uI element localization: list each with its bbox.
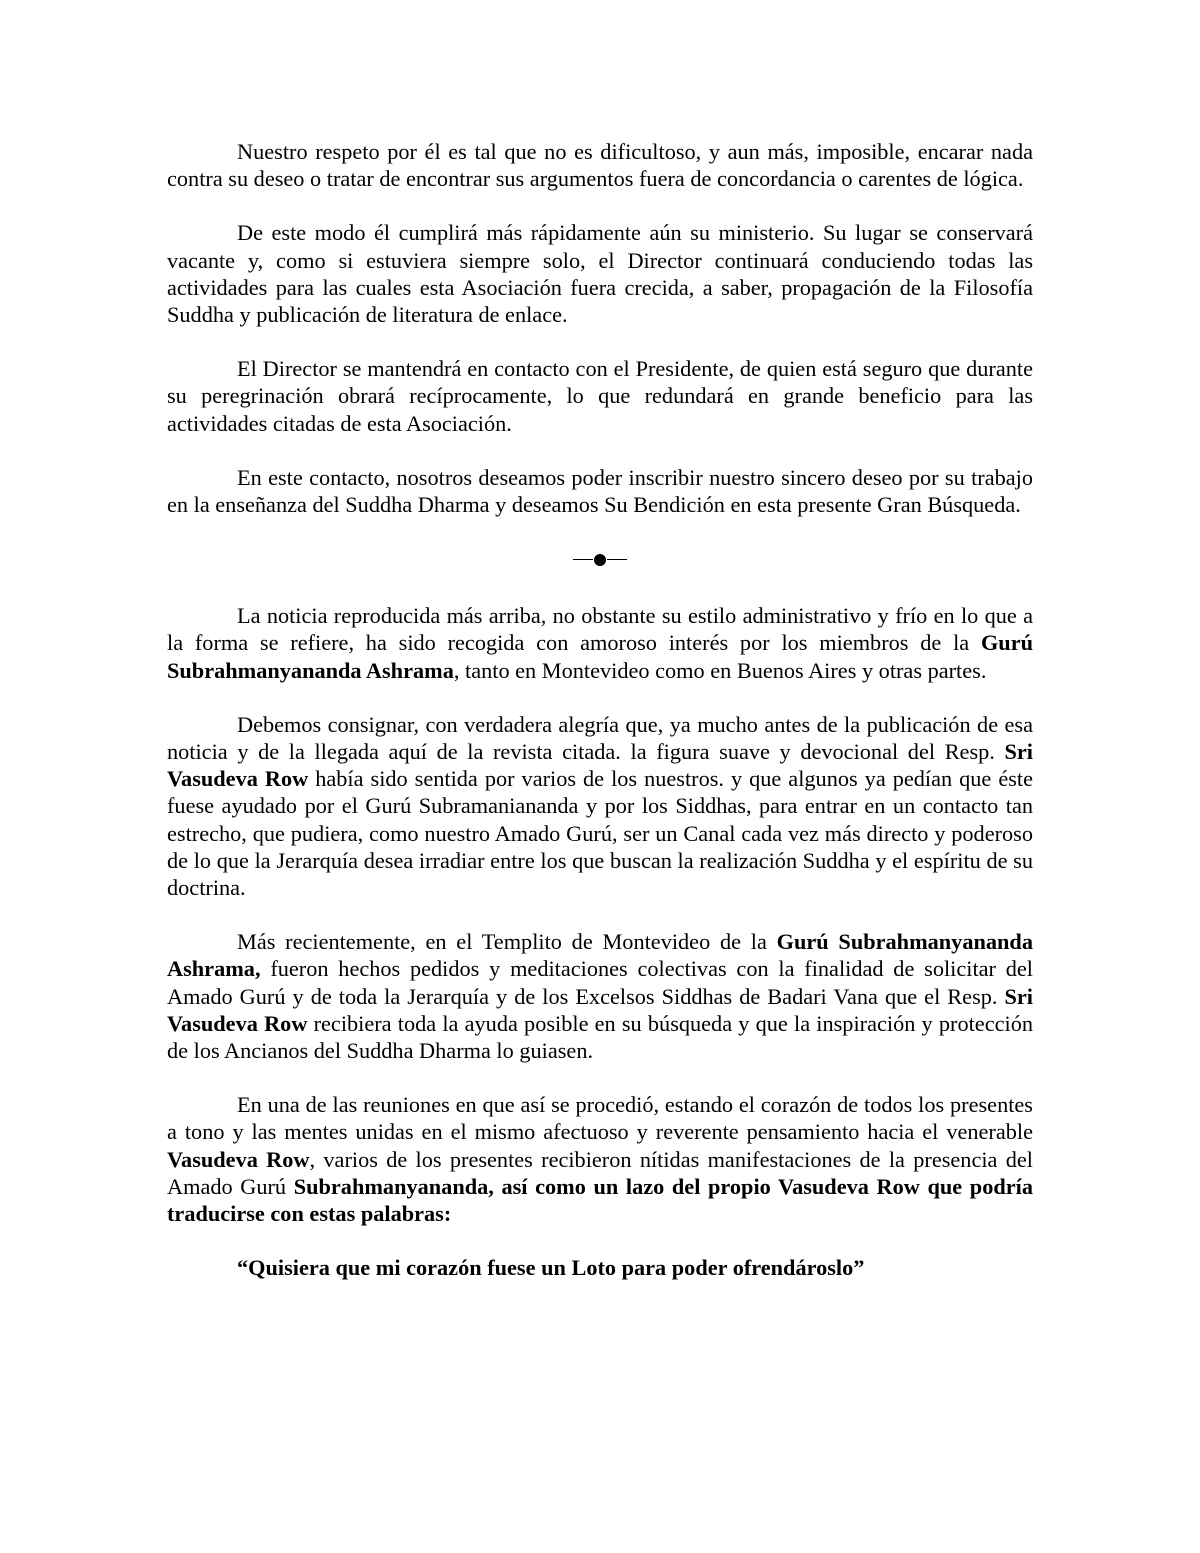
paragraph-5 [167,602,1033,684]
paragraph-5-text-a: La noticia reproducida más arriba, no obstante su estilo administrativo y frío en lo que a la forma se refiere, ha sido recogida con amoroso interés por los miembros de la [167,603,1033,656]
paragraph-7-bold-name: Sri Vasudeva Row [167,983,1033,1036]
paragraph-7 [167,928,1033,1064]
document-page [167,138,1033,1282]
paragraph-2: De este modo él cumplirá más rápidamente aún su ministerio. Su lugar se conservará vacante y, como si estuviera siempre solo, el Director continuará conduciendo todas las actividades para las cuales esta Asociación fuera crecida, a saber, propagación de la Filosofía Suddha y publicación de literatura de enlace. [167,220,1033,328]
paragraph-8-bold-tail: Subrahmanyananda, así como un lazo del propio Vasudeva Row que podría traducirse con estas palabras: [167,1173,1033,1227]
paragraph-3: El Director se mantendrá en contacto con el Presidente, de quien está seguro que durante su peregrinación obrará recíprocamente, lo que redundará en grande beneficio para las actividades citadas de esta Asociación. [167,356,1033,436]
paragraph-5-bold-ashrama: Gurú Subrahmanyananda Ashrama [167,630,1033,683]
paragraph-7-text-c: fueron hechos pedidos y meditaciones colectivas con la finalidad de solicitar del Amado Gurú y de toda la Jerarquía y de los Excelsos Siddhas de Badari Vana que el Resp. [167,956,1033,1009]
paragraph-1: Nuestro respeto por él es tal que no es dificultoso, y aun más, imposible, encarar nada contra su deseo o tratar de encontrar sus argumentos fuera de concordancia o carentes de lógica. [167,139,1033,192]
paragraph-6-bold-name: Sri Vasudeva Row [167,739,1033,792]
paragraph-8-text-a: En una de las reuniones en que así se procedió, estando el corazón de todos los presentes a tono y las mentes unidas en el mismo afectuoso y reverente pensamiento hacia el venerable [167,1092,1033,1145]
paragraph-7-text-a: Más recientemente, en el Templito de Montevideo de la [237,929,777,955]
paragraph-7-bold-ashrama: Gurú Subrahmanyananda Ashrama, [167,929,1033,982]
paragraph-5-text-c: , tanto en Montevideo como en Buenos Aires y otras partes. [453,657,987,683]
closing-quote: “Quisiera que mi corazón fuese un Loto para poder ofrendároslo” [237,1255,865,1281]
paragraph-8-bold-name: Vasudeva Row [167,1146,310,1172]
separator-dash-right [607,559,627,560]
paragraph-8-text-c: , varios de los presentes recibieron nítidas manifestaciones de la presencia del Amado Gurú [167,1146,1033,1199]
separator-dash-left [573,559,593,560]
paragraph-6-text-c: había sido sentida por varios de los nuestros. y que algunos ya pedían que éste fuese ayudado por el Gurú Subramaniananda y por los Siddhas, para entrar en un contacto tan estrecho, que pudiera, como nuestro Amado Gurú, ser un Canal cada vez más directo y poderoso de lo que la Jerarquía desea irradiar entre los que buscan la realización Suddha y el espíritu de su doctrina. [167,766,1033,901]
section-separator [167,545,1033,572]
paragraph-4: En este contacto, nosotros deseamos poder inscribir nuestro sincero deseo por su trabajo en la enseñanza del Suddha Dharma y deseamos Su Bendición en esta presente Gran Búsqueda. [167,464,1033,518]
paragraph-6 [167,711,1033,901]
paragraph-6-text-a: Debemos consignar, con verdadera alegría que, ya mucho antes de la publicación de esa noticia y de la llegada aquí de la revista citada. la figura suave y devocional del Resp. [167,711,1033,765]
paragraph-7-text-e: recibiera toda la ayuda posible en su búsqueda y que la inspiración y protección de los Ancianos del Suddha Dharma lo guiasen. [167,1010,1033,1064]
separator-dot-icon [594,554,606,566]
paragraph-8 [167,1091,1033,1227]
